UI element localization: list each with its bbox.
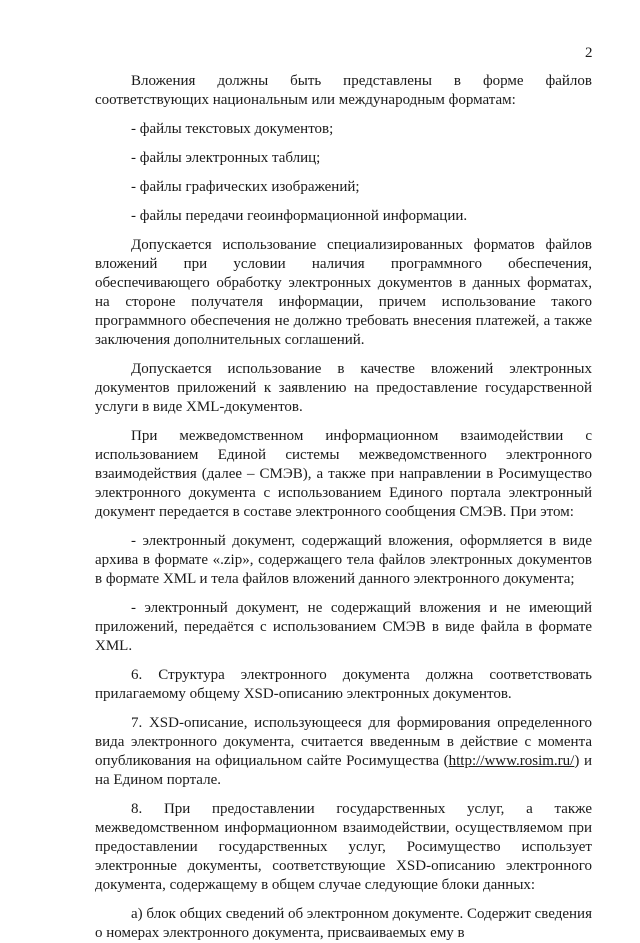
paragraph-text: Допускается использование специализированных форматов файлов вложений при условии наличия программного обеспечения, обеспечивающего обработку электронных документов в данных форматах, на стороне получателя информации, причем использование такого программного обеспечения не должно требовать внесения платежей, а также заключения дополнительных соглашений. bbox=[95, 237, 592, 348]
paragraph-text: - электронный документ, не содержащий вложения и не имеющий приложений, передаётся с использованием СМЭВ в виде файла в формате XML. bbox=[95, 600, 592, 654]
document-body bbox=[95, 72, 592, 943]
paragraph-text: Допускается использование в качестве вложений электронных документов приложений к заявлению на предоставление государственной услуги в виде XML-документов. bbox=[95, 361, 592, 415]
rosim-link[interactable]: http://www.rosim.ru/ bbox=[448, 753, 575, 769]
paragraph-text: Вложения должны быть представлены в форме файлов соответствующих национальным или международным форматам: bbox=[95, 73, 592, 108]
paragraph-special-formats bbox=[95, 236, 592, 350]
page-number: 2 bbox=[585, 45, 593, 61]
paragraph-block-general bbox=[95, 905, 592, 943]
list-item-graphics bbox=[95, 178, 592, 197]
paragraph-smev bbox=[95, 427, 592, 522]
paragraph-text: 6. Структура электронного документа должна соответствовать прилагаемому общему XSD-описанию электронных документов. bbox=[95, 667, 592, 702]
list-item: - файлы передачи геоинформационной информации. bbox=[131, 208, 468, 224]
text-span: 7. XSD-описание, использующееся для формирования определенного вида электронного документа, считается введенным в действие с момента опубликования на официальном сайте Росимущества ( bbox=[95, 715, 592, 769]
list-item: - файлы электронных таблиц; bbox=[131, 150, 321, 166]
paragraph-text bbox=[95, 714, 592, 790]
paragraph-text: а) блок общих сведений об электронном документе. Содержит сведения о номерах электронного документа, присваиваемых ему в bbox=[95, 906, 592, 941]
paragraph-xsd-publication bbox=[95, 714, 592, 790]
list-item: - файлы текстовых документов; bbox=[131, 121, 334, 137]
paragraph-text: - электронный документ, содержащий вложения, оформляется в виде архива в формате «.zip», содержащего тела файлов электронных документов в формате XML и тела файлов вложений данного электронного документа; bbox=[95, 533, 592, 587]
list-item-geoinfo bbox=[95, 207, 592, 226]
list-item: - файлы графических изображений; bbox=[131, 179, 360, 195]
paragraph-text: 8. При предоставлении государственных услуг, а также межведомственном информационном взаимодействии, осуществляемом при предоставлении государственных услуг, Росимущество использует электронные документы, соответствующие XSD-описанию электронного документа, содержащему в общем случае следующие блоки данных: bbox=[95, 801, 592, 893]
paragraph-zip-archive bbox=[95, 532, 592, 589]
paragraph-xml-file bbox=[95, 599, 592, 656]
paragraph-attachments-formats bbox=[95, 72, 592, 110]
list-item-text-docs bbox=[95, 120, 592, 139]
paragraph-text: При межведомственном информационном взаимодействии с использованием Единой системы межведомственного электронного взаимодействия (далее – СМЭВ), а также при направлении в Росимущество электронного документа с использованием Единого портала электронный документ передается в составе электронного сообщения СМЭВ. При этом: bbox=[95, 428, 592, 520]
list-item-spreadsheets bbox=[95, 149, 592, 168]
paragraph-xml-attachments bbox=[95, 360, 592, 417]
paragraph-structure bbox=[95, 666, 592, 704]
paragraph-services bbox=[95, 800, 592, 895]
text-span: ) и на Едином портале. bbox=[95, 753, 592, 788]
